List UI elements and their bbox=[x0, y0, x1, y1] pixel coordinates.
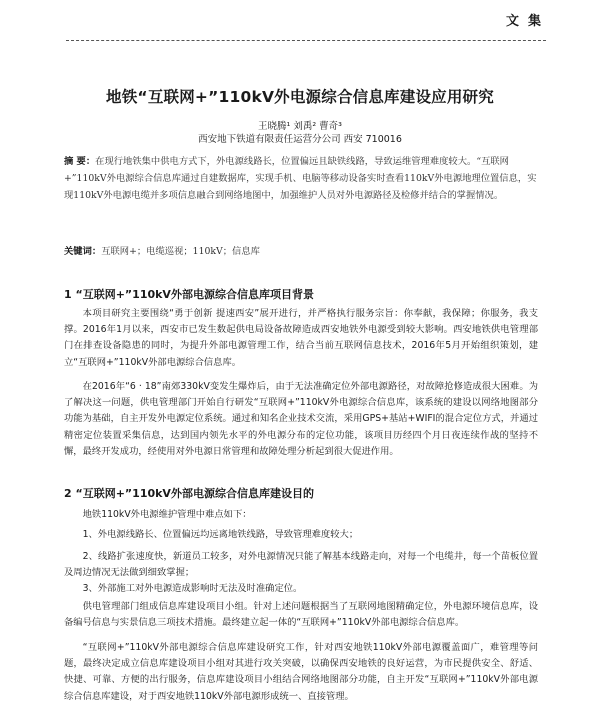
article-affiliation: 西安地下铁道有限责任运营分公司 西安 710016 bbox=[198, 134, 402, 145]
journal-section-tag: 文集 bbox=[506, 14, 551, 29]
abstract-text: 在现行地铁集中供电方式下，外电源线路长，位置偏远且缺铁线路，导致运维管理难度较大。“互联网+”110kV外电源综合信息库通过自建数据库，实现手机、电脑等移动设备实时查看110kV外电源地理位置信息，实现110kV外电源电缆并多项信息融合到网络地图中，加强维护人员对外电源路径及检修并结合的掌握情况。 bbox=[64, 156, 537, 201]
section-2-list-item: 1、外电源线路长、位置偏远均远离地铁线路，导致管理难度较大； bbox=[82, 529, 359, 540]
section-2-paragraph: 地铁110kV外电源维护管理中难点如下： bbox=[82, 509, 252, 520]
article-title: 地铁“互联网+”110kV外电源综合信息库建设应用研究 bbox=[106, 88, 494, 106]
keywords-text: 互联网+；电缆巡视；110kV；信息库 bbox=[101, 246, 260, 257]
section-2-list-item: 2、线路扩张速度快，新道员工较多，对外电源情况只能了解基本线路走向，对每一个电缆井，每一个苗板位置及周边情况无法做到细致掌握； bbox=[64, 551, 538, 579]
abstract bbox=[64, 153, 538, 204]
abstract-label: 摘 要： bbox=[64, 156, 96, 167]
article-authors: 王晓腾¹ 刘禹² 曹奇³ bbox=[258, 121, 342, 132]
section-heading-1: 1 “互联网+”110kV外部电源综合信息库项目背景 bbox=[64, 288, 314, 301]
header-divider bbox=[66, 40, 546, 41]
section-2-paragraph: 供电管理部门组成信息库建设项目小组。针对上述问题根据当了互联网地图精确定位，外电源环境信息库，设备编号信息与实景信息三项技术措施。最终建立起一体的“互联网+”110kV外部电源综合信息库。 bbox=[64, 601, 538, 629]
section-2-paragraph: “互联网+”110kV外部电源综合信息库建设研究工作，针对西安地铁110kV外部电源覆盖面广，难管理等问题，最终决定成立信息库建设项目小组对其进行攻关突破，以确保西安地铁的良好运营，为市民提供安全、舒适、快捷、可靠、方便的出行服务，信息库建设项目小组结合网络地图部分功能，自主开发“互联网+”110kV外部电源综合信息库建设，对于西安地铁110kV外部电源形成统一、直接管理。 bbox=[64, 642, 538, 702]
section-1-paragraph: 在2016年“6 · 18”南郊330kV变发生爆炸后，由于无法准确定位外部电源路径，对故障抢修造成很大困难。为了解决这一问题，供电管理部门开始自行研发“互联网+”110kV外电源综合信息库，该系统的建设以网络地图部分功能为基础，自主开发外电源定位系统。通过和知名企业技术交流，采用GPS+基站+WIFI的混合定位方式，并通过精密定位装置采集信息，达到国内领先水平的外电源分布的定位功能，该项目历经四个月日夜连续作战的坚持不懈，最终开发成功，经使用对外电源日常管理和故障处理分析起到很大促进作用。 bbox=[64, 381, 538, 457]
section-1-paragraph: 本项目研究主要围绕“勇于创新 提速西安”展开进行，并严格执行服务宗旨：你奉献，我保障；你服务，我支撑。2016年1月以来，西安市已发生数起供电局设备故障造成西安地铁外电源受到较大影响。西安地铁供电管理部门在排查设备隐患的同时，为提升外部电源管理工作，结合当前互联网信息技术，2016年5月开始组织策划，建立“互联网+”110kV外部电源综合信息库。 bbox=[64, 308, 538, 368]
keywords-label: 关键词： bbox=[64, 246, 102, 257]
section-2-list-item: 3、外部施工对外电源造成影响时无法及时准确定位。 bbox=[82, 583, 303, 594]
section-heading-2: 2 “互联网+”110kV外部电源综合信息库建设目的 bbox=[64, 487, 314, 500]
keywords bbox=[64, 244, 538, 260]
